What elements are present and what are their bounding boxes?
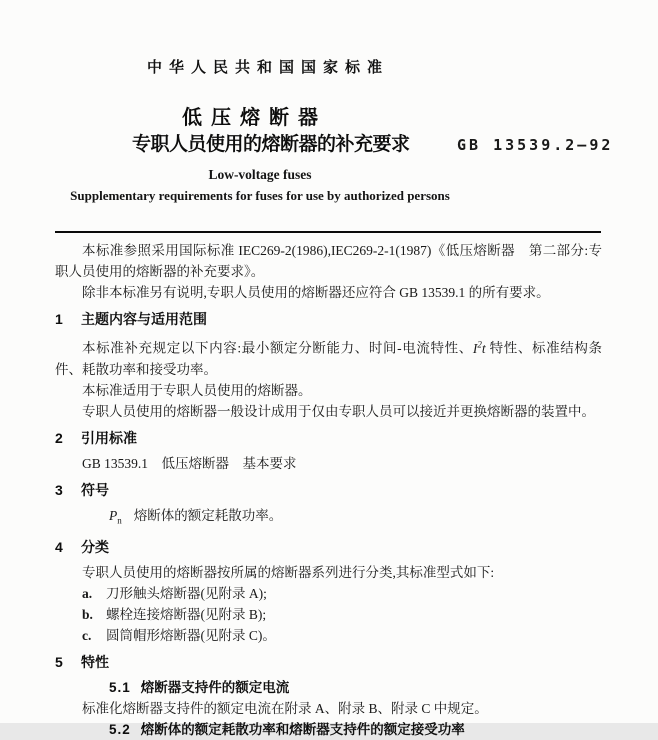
section-5-title: 特性 xyxy=(81,654,109,671)
section-1-heading xyxy=(55,309,602,330)
section-5-2-heading xyxy=(55,719,602,740)
i-squared-t-symbol xyxy=(473,341,486,356)
standard-number: GB 13539.2—92 xyxy=(457,136,614,154)
item-a-label: a. xyxy=(82,586,93,602)
document-subtitle-chinese: 专职人员使用的熔断器的补充要求 xyxy=(132,134,410,155)
section-5-1-title: 熔断器支持件的额定电流 xyxy=(140,680,290,696)
national-standard-label: 中华人民共和国国家标准 xyxy=(147,59,390,76)
section-3-heading xyxy=(55,480,602,501)
item-b-label: b. xyxy=(82,607,93,623)
section-5-heading xyxy=(55,652,602,673)
classification-item-b xyxy=(82,604,602,625)
section-1-paragraph-2: 本标准适用于专职人员使用的熔断器。 xyxy=(82,382,312,398)
section-5-number: 5 xyxy=(55,654,63,671)
section-5-2-title: 熔断体的额定耗散功率和熔断器支持件的额定接受功率 xyxy=(140,722,465,738)
item-a-text: 刀形触头熔断器(见附录 A); xyxy=(106,586,267,602)
section-1-paragraph-3: 专职人员使用的熔断器一般设计成用于仅由专职人员可以接近并更换熔断器的装置中。 xyxy=(82,403,595,419)
section-1-number: 1 xyxy=(55,311,63,327)
document-body xyxy=(55,240,602,740)
section-2-number: 2 xyxy=(55,429,63,446)
item-c-label: c. xyxy=(82,628,92,644)
section-1-paragraph-1 xyxy=(55,334,602,380)
item-c-text: 圆筒帽形熔断器(见附录 C)。 xyxy=(106,628,276,644)
section-4-number: 4 xyxy=(55,539,63,556)
symbol-description: 熔断体的额定耗散功率。 xyxy=(133,507,283,523)
header-divider-rule xyxy=(55,231,601,233)
item-b-text: 螺栓连接熔断器(见附录 B); xyxy=(106,607,267,623)
section-1-paragraph-1-tail: 特性、标准结构条件、耗散功率和接受功率。 xyxy=(55,340,602,377)
section-1-title: 主题内容与适用范围 xyxy=(81,311,207,327)
document-subtitle-english: Supplementary requirements for fuses for use by authorized persons xyxy=(70,188,450,203)
section-3-title: 符号 xyxy=(81,481,109,498)
symbol-p-subscript: n xyxy=(117,515,122,526)
section-4-heading xyxy=(55,537,602,558)
document-title-chinese: 低压熔断器 xyxy=(182,107,327,129)
section-4-title: 分类 xyxy=(81,539,109,556)
section-5-1-number: 5.1 xyxy=(109,680,131,696)
section-1-paragraph-1-text: 本标准补充规定以下内容:最小额定分断能力、时间-电流特性、 xyxy=(82,340,473,356)
section-2-title: 引用标准 xyxy=(81,429,137,446)
classification-item-c xyxy=(82,625,602,646)
symbol-exponent: 2 xyxy=(477,339,482,349)
section-3-number: 3 xyxy=(55,481,63,498)
symbol-p: P xyxy=(109,507,118,523)
foreword-paragraph-2: 除非本标准另有说明,专职人员使用的熔断器还应符合 GB 13539.1 的所有要求。 xyxy=(82,285,550,300)
section-5-1-body: 标准化熔断器支持件的额定电流在附录 A、附录 B、附录 C 中规定。 xyxy=(82,701,488,717)
foreword-paragraph-1: 本标准参照采用国际标准 IEC269-2(1986),IEC269-2-1(1987)《低压熔断器 第二部分:专职人员使用的熔断器的补充要求》。 xyxy=(55,243,602,279)
symbol-definition-line xyxy=(55,505,602,532)
referenced-standard-line: GB 13539.1 低压熔断器 基本要求 xyxy=(82,455,297,471)
section-5-1-heading xyxy=(55,677,602,698)
document-title-english: Low-voltage fuses xyxy=(208,167,312,182)
section-2-heading xyxy=(55,428,602,449)
symbol-t: t xyxy=(481,340,486,356)
classification-item-a xyxy=(82,583,602,604)
section-4-intro: 专职人员使用的熔断器按所属的熔断器系列进行分类,其标准型式如下: xyxy=(82,565,495,581)
symbol-i: I xyxy=(472,340,478,356)
section-5-2-number: 5.2 xyxy=(109,722,131,738)
